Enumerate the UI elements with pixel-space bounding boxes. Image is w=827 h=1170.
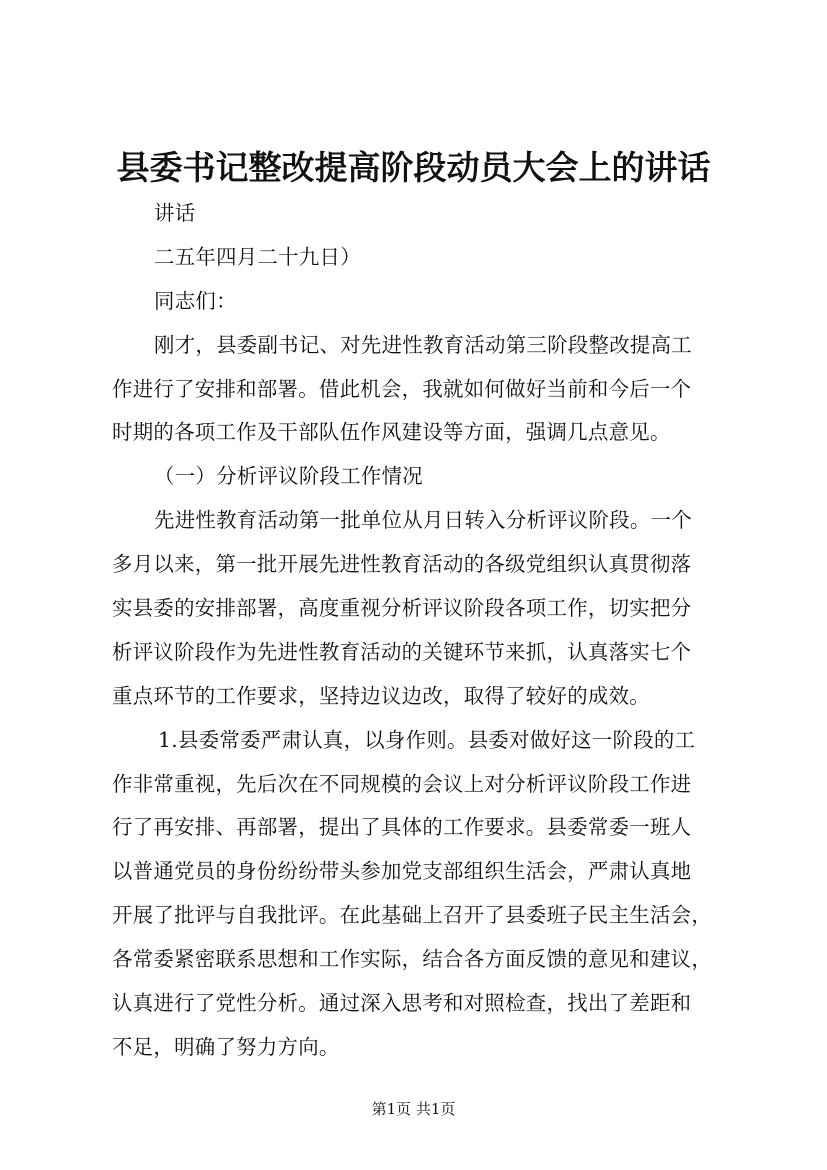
paragraph-3-line-7: 认真进行了党性分析。通过深入思考和对照检查，找出了差距和 <box>112 991 692 1016</box>
page-footer <box>0 1098 827 1120</box>
paragraph-3-line-6: 各常委紧密联系思想和工作实际，结合各方面反馈的意见和建议， <box>112 947 713 972</box>
paragraph-2-line-2: 多月以来，第一批开展先进性教育活动的各级党组织认真贯彻落 <box>112 552 692 577</box>
paragraph-1-line-2: 作进行了安排和部署。借此机会，我就如何做好当前和今后一个 <box>112 376 692 401</box>
paragraph-1-line-3: 时期的各项工作及干部队伍作风建设等方面，强调几点意见。 <box>112 420 671 445</box>
paragraph-2-line-1: 先进性教育活动第一批单位从月日转入分析评议阶段。一个 <box>154 508 692 533</box>
paragraph-2-line-3: 实县委的安排部署，高度重视分析评议阶段各项工作，切实把分 <box>112 596 692 621</box>
document-title: 县委书记整改提高阶段动员大会上的讲话 <box>116 148 711 187</box>
paragraph-3-line-1: 1.县委常委严肃认真，以身作则。县委对做好这一阶段的工 <box>158 727 696 752</box>
text-line-date: 二五年四月二十九日） <box>154 244 361 269</box>
paragraph-3-line-3: 行了再安排、再部署，提出了具体的工作要求。县委常委一班人 <box>112 815 692 840</box>
page-number: 第1页 共1页 <box>371 1100 456 1118</box>
paragraph-3-line-2: 作非常重视，先后次在不同规模的会议上对分析评议阶段工作进 <box>112 771 692 796</box>
text-line-salutation: 同志们： <box>154 288 237 313</box>
document-body <box>112 192 732 1070</box>
paragraph-3-line-5: 开展了批评与自我批评。在此基础上召开了县委班子民主生活会， <box>112 903 713 928</box>
paragraph-2-line-4: 析评议阶段作为先进性教育活动的关键环节来抓，认真落实七个 <box>112 639 692 664</box>
paragraph-3-line-4: 以普通党员的身份纷纷带头参加党支部组织生活会，严肃认真地 <box>112 859 692 884</box>
paragraph-1-line-1: 刚才，县委副书记、对先进性教育活动第三阶段整改提高工 <box>154 332 692 357</box>
text-line-speech: 讲话 <box>154 201 196 225</box>
paragraph-3-line-8: 不足，明确了努力方向。 <box>112 1034 340 1059</box>
section-heading-1: （一）分析评议阶段工作情况 <box>154 464 423 489</box>
paragraph-2-line-5: 重点环节的工作要求，坚持边议边改，取得了较好的成效。 <box>112 683 650 708</box>
